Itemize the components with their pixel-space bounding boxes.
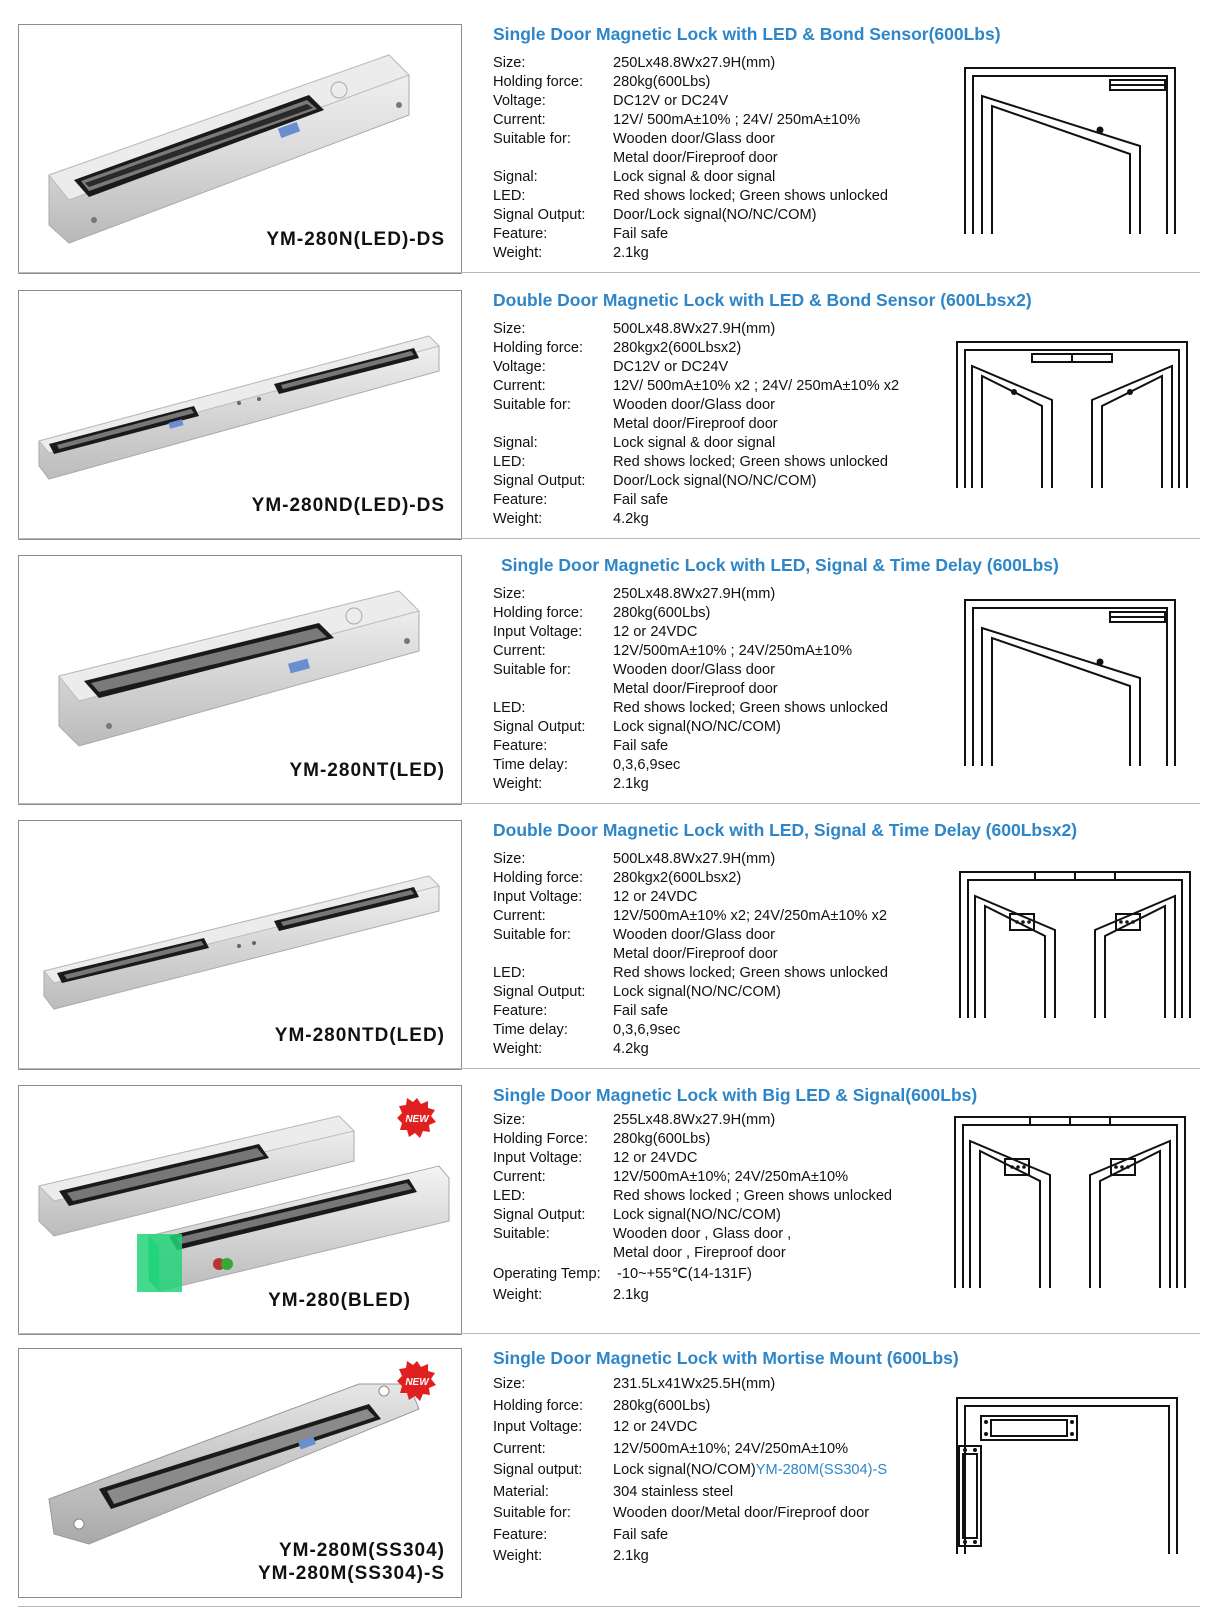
svg-text:NEW: NEW [405,1114,429,1125]
divider [18,272,1200,273]
product-title: Single Door Magnetic Lock with LED, Signal & Time Delay (600Lbs) [501,555,1059,575]
product-row: YM-280NTD(LED) Double Door Magnetic Lock with LED, Signal & Time Delay (600Lbsx2) Size: 500Lx48.8Wx27.9H(mm) Holding force: 280kgx2(600Lbsx2) Input Voltage: 12 or 24VDC Current: 12V/500mA±10% x2; 24V/250mA±10% x2 Suitable for: Wooden door/Glass door Metal door/Fireproof door LED: Red shows locked; Green shows unlocked Signal Output: Lock signal(NO/NC/COM) Feature: Fail safe Time delay: 0,3,6,9sec Weight: 4.2kg [0,820,1220,1085]
product-photo-box [18,820,462,1070]
product-row: NEW YM-280(BLED) Single Door Magnetic Lock with Big LED & Signal(600Lbs) Size: 255Lx48.8Wx27.9H(mm) Holding Force: 280kg(600Lbs) Input Voltage: 12 or 24VDC Current: 12V/500mA±10%; 24V/250mA±10% LED: Red shows locked ; Green shows unlocked Signal Output: Lock signal(NO/NC/COM) Suitable: Wooden door , Glass door , Metal door , Fireproof door Operating Temp: -10~+55℃(14-131F) Weight: 2.1kg [0,1085,1220,1350]
svg-text:NEW: NEW [405,1377,429,1388]
product-row: YM-280N(LED)-DS Single Door Magnetic Lock with LED & Bond Sensor(600Lbs) Size: 250Lx48.8Wx27.9H(mm) Holding force: 280kg(600Lbs) Voltage: DC12V or DC24V Current: 12V/ 500mA±10% ; 24V/ 250mA±10% Suitable for: Wooden door/Glass door Metal door/Fireproof door Signal: Lock signal & door signal LED: Red shows locked; Green shows unlocked Signal Output: Door/Lock signal(NO/NC/COM) Feature: Fail safe Weight: 2.1kg [0,24,1220,289]
double-door-diagram-icon [952,340,1192,490]
product-photo-box [18,290,462,540]
product-photo-box [18,24,462,274]
product-row: YM-280NT(LED) Single Door Magnetic Lock with LED, Signal & Time Delay (600Lbs) Size: 250Lx48.8Wx27.9H(mm) Holding force: 280kg(600Lbs) Input Voltage: 12 or 24VDC Current: 12V/500mA±10% ; 24V/250mA±10% Suitable for: Wooden door/Glass door Metal door/Fireproof door LED: Red shows locked; Green shows unlocked Signal Output: Lock signal(NO/NC/COM) Feature: Fail safe Time delay: 0,3,6,9sec Weight: 2.1kg [0,555,1220,820]
product-photo-box [18,1085,462,1335]
product-title: Single Door Magnetic Lock with Big LED & Signal(600Lbs) [493,1085,978,1105]
model-number: YM-280NT(LED) [289,760,445,781]
product-row: NEW YM-280M(SS304) YM-280M(SS304)-S Single Door Magnetic Lock with Mortise Mount (600Lbs) Size: 231.5Lx41Wx25.5H(mm) Holding force: 280kg(600Lbs) Input Voltage: 12 or 24VDC Current: 12V/500mA±10%; 24V/250mA±10% Signal output: Lock signal(NO/COM)YM-280M(SS304)-S Material: 304 stainless steel Suitable for: Wooden door/Metal door/Fireproof door Feature: Fail safe Weight: 2.1kg [0,1348,1220,1613]
product-title: Double Door Magnetic Lock with LED, Signal & Time Delay (600Lbsx2) [493,820,1078,840]
product-title: Single Door Magnetic Lock with LED & Bond Sensor(600Lbs) [493,24,1001,44]
divider [18,803,1200,804]
model-number: YM-280NTD(LED) [274,1025,445,1046]
divider [18,1333,1200,1334]
single-door-diagram-icon [960,598,1180,768]
product-row: YM-280ND(LED)-DS Double Door Magnetic Lock with LED & Bond Sensor (600Lbsx2) Size: 500Lx48.8Wx27.9H(mm) Holding force: 280kgx2(600Lbsx2) Voltage: DC12V or DC24V Current: 12V/ 500mA±10% x2 ; 24V/ 250mA±10% x2 Suitable for: Wooden door/Glass door Metal door/Fireproof door Signal: Lock signal & door signal LED: Red shows locked; Green shows unlocked Signal Output: Door/Lock signal(NO/NC/COM) Feature: Fail safe Weight: 4.2kg [0,290,1220,555]
divider [18,1606,1200,1607]
single-door-diagram-icon [960,66,1180,236]
double-door-diagram-icon [955,870,1195,1020]
divider [18,1068,1200,1069]
product-photo-box [18,555,462,805]
product-title: Single Door Magnetic Lock with Mortise Mount (600Lbs) [493,1348,959,1368]
mortise-door-diagram-icon [955,1396,1180,1556]
divider [18,538,1200,539]
product-title: Double Door Magnetic Lock with LED & Bond Sensor (600Lbsx2) [493,290,1032,310]
model-number: YM-280(BLED) [268,1290,411,1311]
new-badge-icon [397,1098,437,1138]
model-number: YM-280N(LED)-DS [266,229,445,250]
model-number: YM-280ND(LED)-DS [251,495,445,516]
double-door-diagram-icon [950,1115,1190,1290]
new-badge-icon [397,1361,437,1401]
product-photo-box [18,1348,462,1598]
model-number: YM-280M(SS304) YM-280M(SS304)-S [257,1540,445,1584]
